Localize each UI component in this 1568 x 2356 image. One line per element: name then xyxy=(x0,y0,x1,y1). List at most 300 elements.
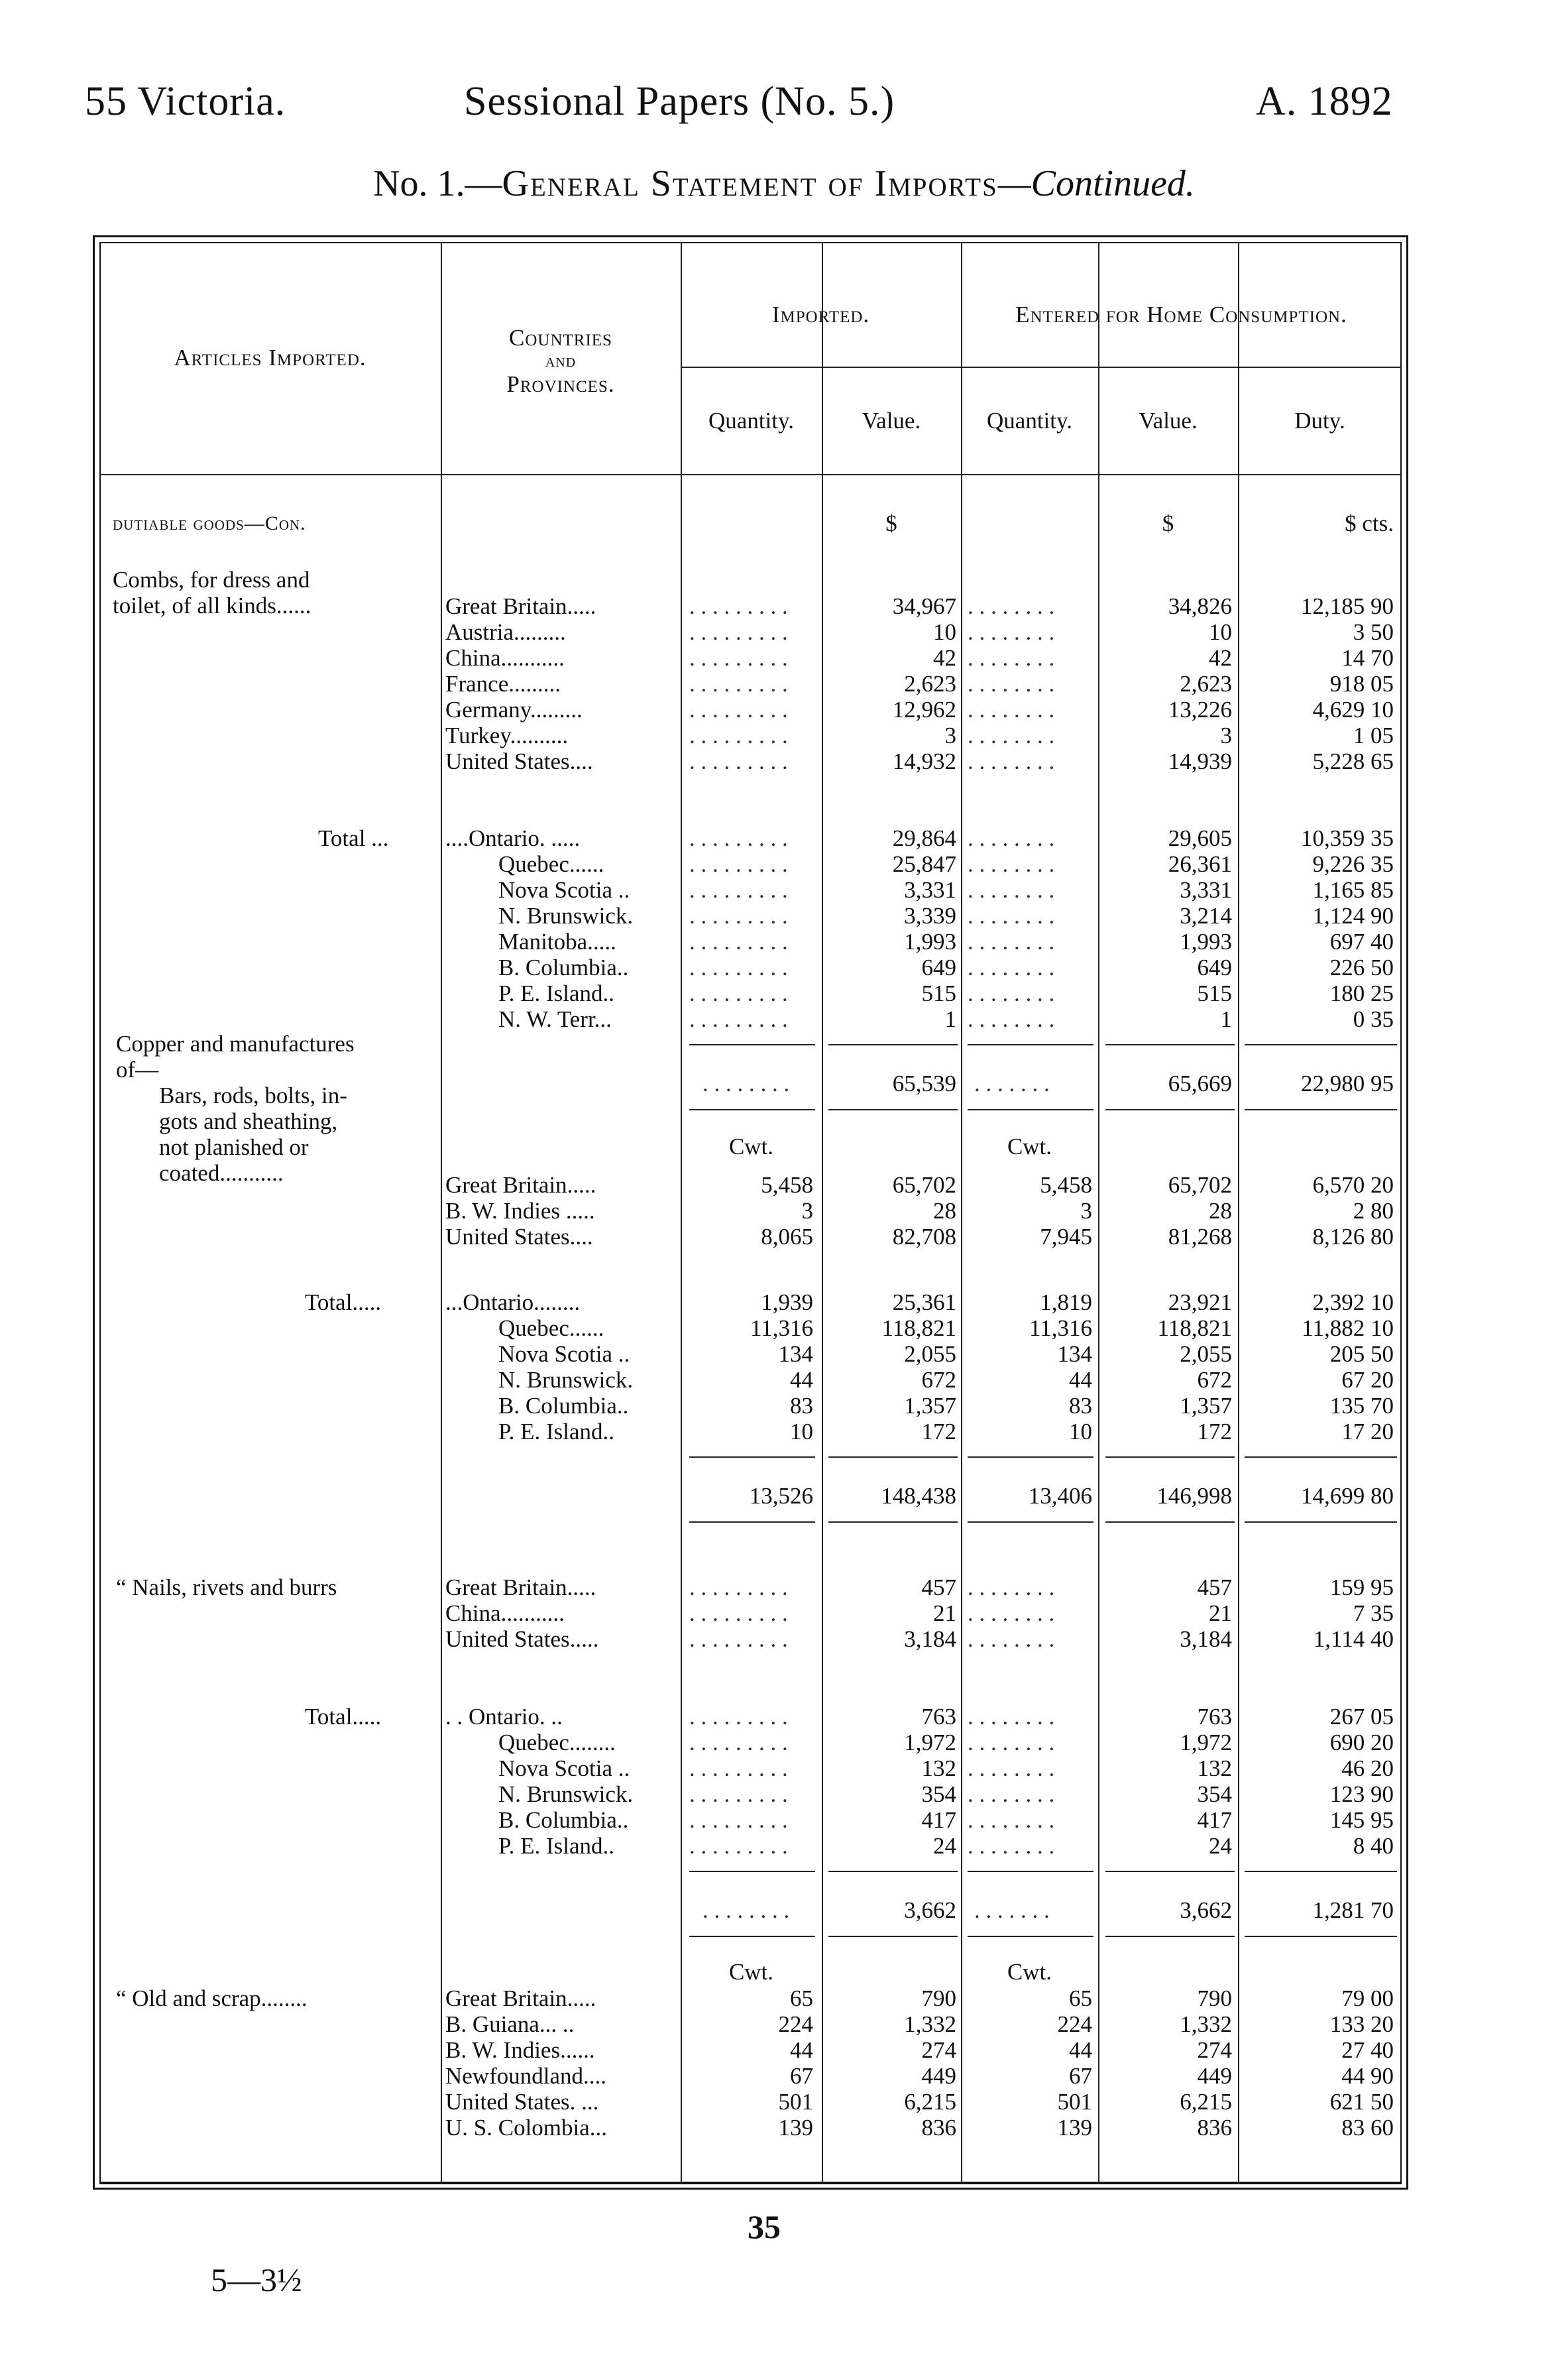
leader-dots: . . . . . . . . . xyxy=(689,1006,788,1032)
country-name: United States..... xyxy=(445,1626,599,1652)
article-label: Total ... xyxy=(318,825,389,851)
leader-dots: . . . . . . . . . xyxy=(689,1704,788,1730)
imported-value: 672 xyxy=(921,1367,956,1393)
duty-amount: 1,165 85 xyxy=(1312,877,1394,903)
imported-quantity: 44 xyxy=(790,2037,813,2063)
leader-dots: . . . . . . . . . xyxy=(689,1833,788,1859)
imported-value: 28 xyxy=(933,1198,956,1224)
duty-amount: 2 80 xyxy=(1353,1198,1394,1224)
total-rule xyxy=(689,1109,815,1110)
duty-amount: 8,126 80 xyxy=(1312,1224,1394,1250)
total-rule xyxy=(1105,1044,1235,1045)
leader-dots: . . . . . . . . . xyxy=(689,1626,788,1652)
entered-quantity: 7,945 xyxy=(1040,1224,1092,1250)
imported-value: 763 xyxy=(921,1704,956,1730)
entered-quantity: 10 xyxy=(1069,1419,1092,1444)
article-label: gots and sheathing, xyxy=(159,1108,338,1134)
country-name: Great Britain..... xyxy=(445,1574,596,1600)
entered-value: 457 xyxy=(1197,1574,1232,1600)
country-name: Turkey.......... xyxy=(445,723,569,748)
entered-value: 23,921 xyxy=(1168,1289,1232,1315)
leader-dots: . . . . . . . . xyxy=(968,1755,1055,1781)
country-name: ...Ontario........ xyxy=(445,1289,581,1315)
leader-dots: . . . . . . . . xyxy=(968,593,1055,619)
entered-value: 14,939 xyxy=(1168,748,1232,774)
entered-quantity: 134 xyxy=(1057,1341,1092,1367)
entered-value: 1,972 xyxy=(1180,1730,1232,1755)
leader-dots: . . . . . . . . . xyxy=(689,1755,788,1781)
total-duty: 14,699 80 xyxy=(1301,1483,1394,1509)
imported-value: 649 xyxy=(921,955,956,980)
leader-dots: . . . . . . . . xyxy=(968,671,1055,697)
total-rule xyxy=(1245,1456,1397,1458)
page-title xyxy=(0,162,1568,205)
country-name: Quebec...... xyxy=(498,1315,604,1341)
entered-quantity: 11,316 xyxy=(1029,1315,1092,1341)
leader-dots: . . . . . . . . xyxy=(702,1897,790,1923)
duty-amount: 44 90 xyxy=(1341,2063,1394,2089)
country-name: Manitoba..... xyxy=(498,929,616,955)
col-head-entered: Entered for Home Consumption. xyxy=(1015,302,1347,327)
leader-dots: . . . . . . . . . xyxy=(689,1781,788,1807)
duty-amount: 7 35 xyxy=(1353,1600,1394,1626)
leader-dots: . . . . . . . . . xyxy=(689,671,788,697)
header-rule xyxy=(681,367,1402,368)
entered-value: 3 xyxy=(1220,723,1232,748)
country-name: Great Britain..... xyxy=(445,593,596,619)
page-number: 35 xyxy=(748,2208,781,2245)
unit-cwt: Cwt. xyxy=(728,1134,774,1159)
entered-value: 81,268 xyxy=(1168,1224,1232,1250)
leader-dots: . . . . . . . . xyxy=(968,955,1055,980)
entered-value: 3,331 xyxy=(1180,877,1232,903)
country-name: Quebec........ xyxy=(498,1730,616,1755)
imported-value: 1,357 xyxy=(904,1393,956,1419)
duty-amount: 697 40 xyxy=(1329,929,1394,955)
leader-dots: . . . . . . . . xyxy=(968,723,1055,748)
imported-quantity: 83 xyxy=(790,1393,813,1419)
entered-value: 28 xyxy=(1209,1198,1232,1224)
header-right: A. 1892 xyxy=(1256,79,1393,124)
country-name: B. W. Indies...... xyxy=(445,2037,595,2063)
leader-dots: . . . . . . . . xyxy=(968,825,1055,851)
leader-dots: . . . . . . . xyxy=(974,1897,1050,1923)
unit-cwt: Cwt. xyxy=(728,1959,774,1985)
country-name: B. Columbia.. xyxy=(498,1393,629,1419)
duty-amount: 226 50 xyxy=(1329,955,1394,980)
entered-value: 3,184 xyxy=(1180,1626,1232,1652)
leader-dots: . . . . . . . . . xyxy=(689,1600,788,1626)
country-name: B. Columbia.. xyxy=(498,955,629,980)
entered-value: 1,993 xyxy=(1180,929,1232,955)
header-rule xyxy=(99,474,1402,475)
imported-value: 457 xyxy=(921,1574,956,1600)
duty-amount: 83 60 xyxy=(1341,2115,1394,2141)
country-name: ....Ontario. ..... xyxy=(445,825,581,851)
imported-quantity: 134 xyxy=(778,1341,813,1367)
total-rule xyxy=(968,1456,1093,1458)
leader-dots: . . . . . . . . xyxy=(968,1781,1055,1807)
imported-value: 515 xyxy=(921,980,956,1006)
leader-dots: . . . . . . . . xyxy=(968,1626,1055,1652)
imported-value: 836 xyxy=(921,2115,956,2141)
leader-dots: . . . . . . . . . xyxy=(689,1574,788,1600)
entered-quantity: 139 xyxy=(1057,2115,1092,2141)
leader-dots: . . . . . . . . xyxy=(968,697,1055,723)
leader-dots: . . . . . . . . xyxy=(968,851,1055,877)
entered-quantity: 224 xyxy=(1057,2011,1092,2037)
total-rule xyxy=(1245,1044,1397,1045)
col-head-imported: Imported. xyxy=(771,302,870,327)
entered-value: 1,332 xyxy=(1180,2011,1232,2037)
imported-value: 3,331 xyxy=(904,877,956,903)
imported-value: 82,708 xyxy=(892,1224,956,1250)
total-imported-value: 3,662 xyxy=(904,1897,956,1923)
total-rule xyxy=(828,1521,958,1523)
duty-amount: 135 70 xyxy=(1329,1393,1394,1419)
country-name: Quebec...... xyxy=(498,851,604,877)
entered-quantity: 501 xyxy=(1057,2089,1092,2115)
entered-value: 274 xyxy=(1197,2037,1232,2063)
country-name: France......... xyxy=(445,671,561,697)
total-rule xyxy=(1105,1456,1235,1458)
unit-dollar-cents: $ cts. xyxy=(1345,510,1394,536)
leader-dots: . . . . . . . . . xyxy=(689,980,788,1006)
country-name: B. Columbia.. xyxy=(498,1807,629,1833)
leader-dots: . . . . . . . . . xyxy=(689,748,788,774)
imported-value: 417 xyxy=(921,1807,956,1833)
entered-value: 3,214 xyxy=(1180,903,1232,929)
duty-amount: 67 20 xyxy=(1341,1367,1394,1393)
country-name: N. W. Terr... xyxy=(498,1006,612,1032)
total-duty: 22,980 95 xyxy=(1301,1071,1394,1096)
leader-dots: . . . . . . . . . xyxy=(689,697,788,723)
entered-value: 6,215 xyxy=(1180,2089,1232,2115)
entered-quantity: 67 xyxy=(1069,2063,1092,2089)
entered-value: 672 xyxy=(1197,1367,1232,1393)
duty-amount: 17 20 xyxy=(1341,1419,1394,1444)
country-name: U. S. Colombia... xyxy=(445,2115,608,2141)
col-head-quantity2: Quantity. xyxy=(987,408,1072,434)
leader-dots: . . . . . . . . xyxy=(968,1600,1055,1626)
leader-dots: . . . . . . . . xyxy=(968,929,1055,955)
duty-amount: 4,629 10 xyxy=(1312,697,1394,723)
entered-value: 449 xyxy=(1197,2063,1232,2089)
entered-value: 2,623 xyxy=(1180,671,1232,697)
entered-value: 2,055 xyxy=(1180,1341,1232,1367)
duty-amount: 6,570 20 xyxy=(1312,1172,1394,1198)
entered-value: 417 xyxy=(1197,1807,1232,1833)
entered-quantity: 44 xyxy=(1069,1367,1092,1393)
article-label: Bars, rods, bolts, in- xyxy=(159,1083,347,1108)
total-rule xyxy=(1245,1936,1397,1937)
unit-dollar: $ xyxy=(885,510,897,536)
total-rule xyxy=(689,1521,815,1523)
total-rule xyxy=(689,1044,815,1045)
article-label: coated........... xyxy=(159,1160,284,1186)
imported-value: 10 xyxy=(933,619,956,645)
duty-amount: 1,114 40 xyxy=(1313,1626,1394,1652)
duty-amount: 10,359 35 xyxy=(1301,825,1394,851)
entered-value: 21 xyxy=(1209,1600,1232,1626)
country-name: P. E. Island.. xyxy=(498,1419,614,1444)
country-name: B. Guiana... .. xyxy=(445,2011,575,2037)
country-name: United States.... xyxy=(445,748,593,774)
imported-quantity: 224 xyxy=(778,2011,813,2037)
entered-value: 790 xyxy=(1197,1985,1232,2011)
total-entered-value: 3,662 xyxy=(1180,1897,1232,1923)
imported-value: 42 xyxy=(933,645,956,671)
imported-value: 21 xyxy=(933,1600,956,1626)
total-rule xyxy=(1245,1109,1397,1110)
duty-amount: 1,124 90 xyxy=(1312,903,1394,929)
entered-value: 1 xyxy=(1220,1006,1232,1032)
duty-amount: 690 20 xyxy=(1329,1730,1394,1755)
imported-quantity: 67 xyxy=(790,2063,813,2089)
total-entered-quantity: 13,406 xyxy=(1028,1483,1092,1509)
duty-amount: 180 25 xyxy=(1329,980,1394,1006)
imported-quantity: 139 xyxy=(778,2115,813,2141)
entered-value: 26,361 xyxy=(1168,851,1232,877)
imported-quantity: 501 xyxy=(778,2089,813,2115)
leader-dots: . . . . . . . . . xyxy=(689,851,788,877)
total-entered-value: 65,669 xyxy=(1168,1071,1232,1096)
leader-dots: . . . . . . . . . xyxy=(689,619,788,645)
leader-dots: . . . . . . . . xyxy=(968,619,1055,645)
entered-quantity: 5,458 xyxy=(1040,1172,1092,1198)
entered-quantity: 3 xyxy=(1080,1198,1092,1224)
imported-value: 2,623 xyxy=(904,671,956,697)
imported-value: 3 xyxy=(944,723,956,748)
article-label: “ Old and scrap........ xyxy=(116,1985,308,2011)
entered-quantity: 65 xyxy=(1069,1985,1092,2011)
imported-quantity: 10 xyxy=(790,1419,813,1444)
entered-value: 836 xyxy=(1197,2115,1232,2141)
duty-amount: 205 50 xyxy=(1329,1341,1394,1367)
total-rule xyxy=(828,1936,958,1937)
article-label: Total..... xyxy=(305,1704,382,1730)
entered-value: 649 xyxy=(1197,955,1232,980)
duty-amount: 79 00 xyxy=(1341,1985,1394,2011)
total-imported-value: 65,539 xyxy=(892,1071,956,1096)
entered-value: 1,357 xyxy=(1180,1393,1232,1419)
col-head-countries: Countries and Provinces. xyxy=(506,325,615,397)
imported-value: 24 xyxy=(933,1833,956,1859)
duty-amount: 14 70 xyxy=(1341,645,1394,671)
header-left: 55 Victoria. xyxy=(85,79,286,124)
imported-value: 14,932 xyxy=(892,748,956,774)
leader-dots: . . . . . . . . . xyxy=(689,593,788,619)
imported-value: 132 xyxy=(921,1755,956,1781)
country-name: China........... xyxy=(445,645,565,671)
country-name: N. Brunswick. xyxy=(498,903,634,929)
duty-amount: 9,226 35 xyxy=(1312,851,1394,877)
duty-amount: 3 50 xyxy=(1353,619,1394,645)
imported-value: 12,962 xyxy=(892,697,956,723)
entered-quantity: 1,819 xyxy=(1040,1289,1092,1315)
total-rule xyxy=(968,1521,1093,1523)
leader-dots: . . . . . . . . . xyxy=(689,825,788,851)
country-name: N. Brunswick. xyxy=(498,1781,634,1807)
leader-dots: . . . . . . . . xyxy=(968,748,1055,774)
duty-amount: 918 05 xyxy=(1329,671,1394,697)
total-rule xyxy=(1105,1109,1235,1110)
unit-cwt: Cwt. xyxy=(1007,1134,1052,1159)
imported-value: 1,332 xyxy=(904,2011,956,2037)
leader-dots: . . . . . . . . xyxy=(968,1006,1055,1032)
imported-quantity: 8,065 xyxy=(761,1224,813,1250)
country-name: Nova Scotia .. xyxy=(498,877,630,903)
article-label: Combs, for dress and xyxy=(113,567,310,593)
leader-dots: . . . . . . . xyxy=(974,1071,1050,1096)
total-rule xyxy=(828,1871,958,1872)
duty-amount: 5,228 65 xyxy=(1312,748,1394,774)
leader-dots: . . . . . . . . xyxy=(702,1071,790,1096)
total-rule xyxy=(1105,1936,1235,1937)
section-label: dutiable goods—Con. xyxy=(113,512,306,534)
duty-amount: 159 95 xyxy=(1329,1574,1394,1600)
country-name: Great Britain..... xyxy=(445,1985,596,2011)
total-rule xyxy=(689,1871,815,1872)
entered-value: 354 xyxy=(1197,1781,1232,1807)
total-imported-quantity: 13,526 xyxy=(749,1483,813,1509)
total-rule xyxy=(1245,1521,1397,1523)
total-rule xyxy=(1105,1521,1235,1523)
col-head-value: Value. xyxy=(862,408,921,434)
col-head-duty: Duty. xyxy=(1294,408,1345,434)
duty-amount: 145 95 xyxy=(1329,1807,1394,1833)
country-name: China........... xyxy=(445,1600,565,1626)
leader-dots: . . . . . . . . xyxy=(968,645,1055,671)
duty-amount: 11,882 10 xyxy=(1302,1315,1394,1341)
leader-dots: . . . . . . . . . xyxy=(689,723,788,748)
imported-value: 790 xyxy=(921,1985,956,2011)
imported-value: 25,847 xyxy=(892,851,956,877)
entered-value: 29,605 xyxy=(1168,825,1232,851)
leader-dots: . . . . . . . . . xyxy=(689,955,788,980)
leader-dots: . . . . . . . . xyxy=(968,877,1055,903)
total-entered-value: 146,998 xyxy=(1156,1483,1232,1509)
imported-value: 354 xyxy=(921,1781,956,1807)
col-head-articles: Articles Imported. xyxy=(174,345,366,371)
leader-dots: . . . . . . . . xyxy=(968,1574,1055,1600)
duty-amount: 0 35 xyxy=(1353,1006,1394,1032)
total-rule xyxy=(968,1044,1093,1045)
article-label: not planished or xyxy=(159,1134,309,1160)
col-head-quantity: Quantity. xyxy=(708,408,794,434)
total-rule xyxy=(968,1871,1093,1872)
country-name: P. E. Island.. xyxy=(498,980,614,1006)
country-name: Nova Scotia .. xyxy=(498,1755,630,1781)
country-name: Newfoundland.... xyxy=(445,2063,607,2089)
duty-amount: 1 05 xyxy=(1353,723,1394,748)
imported-value: 34,967 xyxy=(892,593,956,619)
entered-value: 42 xyxy=(1209,645,1232,671)
country-name: N. Brunswick. xyxy=(498,1367,634,1393)
entered-value: 172 xyxy=(1197,1419,1232,1444)
imported-value: 2,055 xyxy=(904,1341,956,1367)
leader-dots: . . . . . . . . xyxy=(968,1807,1055,1833)
total-rule xyxy=(828,1456,958,1458)
article-label: “ Nails, rivets and burrs xyxy=(116,1574,337,1600)
imported-value: 25,361 xyxy=(892,1289,956,1315)
imported-value: 3,339 xyxy=(904,903,956,929)
entered-value: 118,821 xyxy=(1157,1315,1232,1341)
leader-dots: . . . . . . . . . xyxy=(689,1730,788,1755)
imported-value: 65,702 xyxy=(892,1172,956,1198)
entered-value: 515 xyxy=(1197,980,1232,1006)
title-main: General Statement of Imports xyxy=(502,163,998,204)
total-rule xyxy=(1105,1871,1235,1872)
imported-value: 118,821 xyxy=(881,1315,956,1341)
imported-value: 3,184 xyxy=(904,1626,956,1652)
imported-value: 172 xyxy=(921,1419,956,1444)
duty-amount: 46 20 xyxy=(1341,1755,1394,1781)
duty-amount: 12,185 90 xyxy=(1301,593,1394,619)
title-prefix: No. 1.— xyxy=(373,163,502,204)
imported-quantity: 5,458 xyxy=(761,1172,813,1198)
duty-amount: 8 40 xyxy=(1353,1833,1394,1859)
duty-amount: 133 20 xyxy=(1329,2011,1394,2037)
country-name: P. E. Island.. xyxy=(498,1833,614,1859)
entered-quantity: 83 xyxy=(1069,1393,1092,1419)
country-name: United States. ... xyxy=(445,2089,599,2115)
imported-value: 29,864 xyxy=(892,825,956,851)
unit-cwt: Cwt. xyxy=(1007,1959,1052,1985)
entered-value: 763 xyxy=(1197,1704,1232,1730)
leader-dots: . . . . . . . . . xyxy=(689,903,788,929)
entered-value: 24 xyxy=(1209,1833,1232,1859)
leader-dots: . . . . . . . . . xyxy=(689,929,788,955)
imported-value: 1 xyxy=(944,1006,956,1032)
entered-value: 65,702 xyxy=(1168,1172,1232,1198)
total-rule xyxy=(968,1109,1093,1110)
country-name: United States.... xyxy=(445,1224,593,1250)
entered-value: 13,226 xyxy=(1168,697,1232,723)
duty-amount: 2,392 10 xyxy=(1312,1289,1394,1315)
leader-dots: . . . . . . . . xyxy=(968,980,1055,1006)
col-divider xyxy=(441,242,442,2184)
leader-dots: . . . . . . . . . xyxy=(689,1807,788,1833)
entered-quantity: 44 xyxy=(1069,2037,1092,2063)
imported-value: 6,215 xyxy=(904,2089,956,2115)
leader-dots: . . . . . . . . xyxy=(968,1730,1055,1755)
entered-value: 10 xyxy=(1209,619,1232,645)
total-rule xyxy=(828,1109,958,1110)
country-name: Germany......... xyxy=(445,697,583,723)
header-center: Sessional Papers (No. 5.) xyxy=(464,79,895,124)
unit-dollar: $ xyxy=(1162,510,1174,536)
imported-quantity: 1,939 xyxy=(761,1289,813,1315)
duty-amount: 267 05 xyxy=(1329,1704,1394,1730)
leader-dots: . . . . . . . . . xyxy=(689,645,788,671)
country-name: Nova Scotia .. xyxy=(498,1341,630,1367)
leader-dots: . . . . . . . . xyxy=(968,1704,1055,1730)
entered-value: 34,826 xyxy=(1168,593,1232,619)
country-name: Great Britain..... xyxy=(445,1172,596,1198)
total-imported-value: 148,438 xyxy=(881,1483,956,1509)
total-rule xyxy=(689,1456,815,1458)
duty-amount: 123 90 xyxy=(1329,1781,1394,1807)
total-rule xyxy=(1245,1871,1397,1872)
imported-value: 274 xyxy=(921,2037,956,2063)
entered-value: 132 xyxy=(1197,1755,1232,1781)
total-rule xyxy=(689,1936,815,1937)
imported-quantity: 44 xyxy=(790,1367,813,1393)
imported-quantity: 11,316 xyxy=(750,1315,813,1341)
imported-value: 1,993 xyxy=(904,929,956,955)
leader-dots: . . . . . . . . xyxy=(968,1833,1055,1859)
